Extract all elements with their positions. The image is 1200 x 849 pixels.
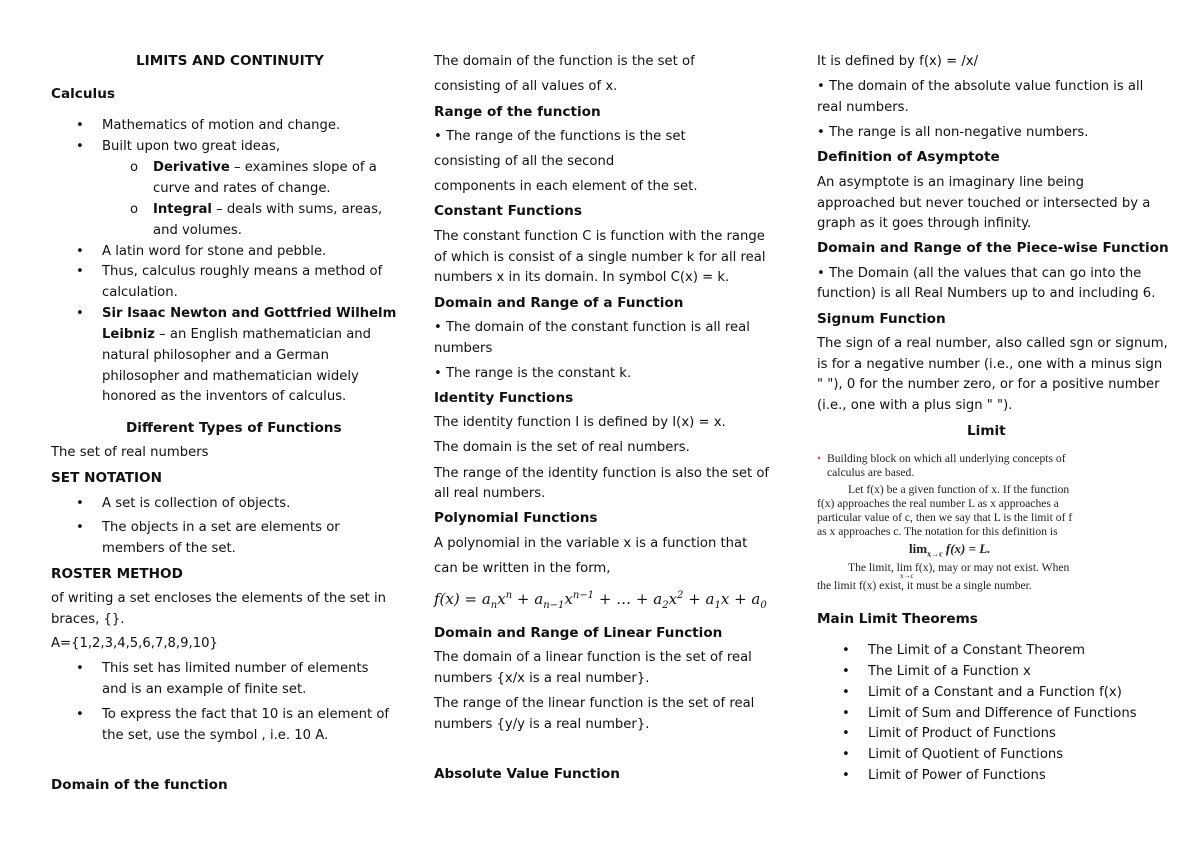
constant-heading: Constant Functions — [434, 203, 582, 219]
bullet-icon: • — [76, 496, 84, 511]
asymptote-text: An asymptote is an imaginary line being — [817, 175, 1084, 190]
list-item: The objects in a set are elements or — [102, 520, 340, 535]
leibniz-name: Leibniz — [102, 327, 155, 342]
set-notation-heading: SET NOTATION — [51, 470, 162, 486]
identity-heading: Identity Functions — [434, 390, 574, 406]
bullet-icon: • — [842, 664, 850, 679]
bullet-icon: • — [76, 118, 84, 133]
bullet-icon: • — [76, 139, 84, 154]
calculus-heading: Calculus — [51, 86, 115, 102]
polynomial-text: A polynomial in the variable x is a function that — [434, 536, 748, 551]
bullet-icon: • — [842, 747, 850, 762]
derivative-item — [153, 160, 377, 175]
list-item-cont: the set, use the symbol , i.e. 10 A. — [102, 728, 329, 743]
signum-text: The sign of a real number, also called sgn or signum, — [817, 336, 1168, 351]
piecewise-heading: Domain and Range of the Piece-wise Function — [817, 240, 1169, 256]
range-text-cont: components in each element of the set. — [434, 179, 698, 194]
roster-heading: ROSTER METHOD — [51, 566, 183, 582]
limit-img-line: the limit f(x) exist, it must be a single number. — [817, 579, 1032, 592]
signum-text-cont: " "), 0 for the number zero, or for a positive number — [817, 377, 1160, 392]
linear-heading: Domain and Range of Linear Function — [434, 625, 723, 641]
newton-desc-cont: natural philosopher and a German — [102, 348, 329, 363]
list-item: Built upon two great ideas, — [102, 139, 281, 154]
range-text-cont: consisting of all the second — [434, 154, 615, 169]
domain-heading: Domain of the function — [51, 777, 228, 793]
theorem-item: Limit of Product of Functions — [868, 726, 1056, 741]
absolute-value-heading: Absolute Value Function — [434, 766, 620, 782]
newton-desc-cont: philosopher and mathematician widely — [102, 369, 359, 384]
abs-definition: It is defined by f(x) = /x/ — [817, 54, 979, 69]
domain-text: The domain of the function is the set of — [434, 54, 695, 69]
newton-desc-cont: honored as the inventors of calculus. — [102, 389, 347, 404]
asymptote-text-cont: graph as it goes through infinity. — [817, 216, 1032, 231]
roster-text-cont: braces, {}. — [51, 612, 125, 627]
polynomial-heading: Polynomial Functions — [434, 510, 598, 526]
theorem-item: The Limit of a Function x — [868, 664, 1031, 679]
theorem-item: Limit of a Constant and a Function f(x) — [868, 685, 1122, 700]
polynomial-text-cont: can be written in the form, — [434, 561, 611, 576]
derivative-term: Derivative — [153, 160, 230, 175]
derivative-desc-cont: curve and rates of change. — [153, 181, 331, 196]
identity-text-cont: all real numbers. — [434, 486, 546, 501]
identity-text: The domain is the set of real numbers. — [434, 440, 690, 455]
list-item-cont: and is an example of finite set. — [102, 682, 307, 697]
theorem-item: Limit of Power of Functions — [868, 768, 1046, 783]
limit-heading: Limit — [967, 423, 1006, 439]
lim-word: lim — [909, 541, 928, 556]
asymptote-heading: Definition of Asymptote — [817, 149, 1000, 165]
domain-range-heading: Domain and Range of a Function — [434, 295, 684, 311]
integral-term: Integral — [153, 202, 212, 217]
newton-names: Sir Isaac Newton and Gottfried Wilhelm — [102, 306, 397, 321]
list-item: A set is collection of objects. — [102, 496, 291, 511]
dr-text: • The domain of the constant function is all real — [434, 320, 750, 335]
bullet-icon: • — [76, 306, 84, 321]
list-item-cont: calculation. — [102, 285, 178, 300]
limit-img-line: calculus are based. — [827, 466, 915, 479]
lim-expression: f(x) = L. — [942, 541, 991, 556]
constant-text-cont: numbers x in its domain. In symbol C(x) = k. — [434, 270, 730, 285]
piecewise-text-cont: function) is all Real Numbers up to and including 6. — [817, 286, 1156, 301]
identity-text: The range of the identity function is also the set of — [434, 466, 770, 481]
lim-subscript: x→c — [900, 572, 914, 580]
bullet-icon: • — [842, 768, 850, 783]
range-text: • The range of the functions is the set — [434, 129, 686, 144]
integral-item — [153, 202, 382, 217]
limit-img-line: f(x) approaches the real number L as x approaches a — [817, 497, 1059, 510]
limit-img-line: particular value of c, then we say that L is the limit of f — [817, 511, 1073, 524]
bullet-icon: • — [76, 707, 84, 722]
limit-definition-image — [817, 452, 1107, 597]
bullet-icon: • — [817, 452, 822, 465]
bullet-icon: • — [76, 520, 84, 535]
linear-text: The range of the linear function is the set of real — [434, 696, 755, 711]
limit-img-line: The limit, lim f(x), may or may not exist. When — [848, 561, 1070, 574]
newton-line-2 — [102, 327, 371, 342]
limit-notation — [909, 541, 990, 559]
bullet-icon: • — [76, 661, 84, 676]
integral-desc-cont: and volumes. — [153, 223, 242, 238]
theorem-item: Limit of Quotient of Functions — [868, 747, 1064, 762]
bullet-icon: • — [842, 643, 850, 658]
signum-text-cont: (i.e., one with a plus sign " "). — [817, 398, 1013, 413]
list-item: To express the fact that 10 is an element of — [102, 707, 390, 722]
abs-text: • The range is all non-negative numbers. — [817, 125, 1089, 140]
lim-subscript: x→c — [927, 549, 943, 559]
piecewise-text: • The Domain (all the values that can go into the — [817, 266, 1142, 281]
abs-text-cont: real numbers. — [817, 100, 909, 115]
linear-text-cont: numbers {x/x is a real number}. — [434, 671, 650, 686]
range-heading: Range of the function — [434, 104, 601, 120]
newton-desc: – an English mathematician and — [154, 327, 372, 342]
sub-bullet-icon: o — [130, 202, 139, 217]
list-item: A latin word for stone and pebble. — [102, 244, 327, 259]
set-a-text: A={1,2,3,4,5,6,7,8,9,10} — [51, 636, 218, 651]
bullet-icon: • — [842, 706, 850, 721]
roster-text: of writing a set encloses the elements of the set in — [51, 591, 387, 606]
bullet-icon: • — [76, 244, 84, 259]
page-title: LIMITS AND CONTINUITY — [136, 53, 324, 69]
constant-text-cont: of which is consist of a single number k for all real — [434, 250, 766, 265]
theorem-item: The Limit of a Constant Theorem — [868, 643, 1085, 658]
polynomial-formula: $f(x) = a_nx^n + a_{n-1}x^{n-1}$ + … + $a_2x^2 + a_1x + a_0$ — [434, 590, 767, 611]
sub-bullet-icon: o — [130, 160, 139, 175]
bullet-icon: • — [76, 264, 84, 279]
asymptote-text-cont: approached but never touched or intersected by a — [817, 196, 1151, 211]
limit-img-line: as x approaches c. The notation for this definition is — [817, 525, 1058, 538]
derivative-desc: – examines slope of a — [229, 160, 377, 175]
signum-text-cont: is for a negative number (i.e., one with a minus sign — [817, 357, 1163, 372]
theorems-heading: Main Limit Theorems — [817, 611, 978, 627]
integral-desc: – deals with sums, areas, — [211, 202, 383, 217]
list-item: Thus, calculus roughly means a method of — [102, 264, 383, 279]
linear-text-cont: numbers {y/y is a real number}. — [434, 717, 650, 732]
abs-text: • The domain of the absolute value function is all — [817, 79, 1144, 94]
dr-text-cont: numbers — [434, 341, 493, 356]
list-item: This set has limited number of elements — [102, 661, 369, 676]
real-numbers-text: The set of real numbers — [51, 445, 209, 460]
signum-heading: Signum Function — [817, 311, 946, 327]
linear-text: The domain of a linear function is the set of real — [434, 650, 752, 665]
list-item-cont: members of the set. — [102, 541, 236, 556]
identity-text: The identity function I is defined by I(x) = x. — [434, 415, 726, 430]
bullet-icon: • — [842, 726, 850, 741]
list-item: Mathematics of motion and change. — [102, 118, 341, 133]
types-heading: Different Types of Functions — [126, 420, 342, 436]
limit-img-line: Building block on which all underlying concepts of — [827, 452, 1066, 465]
dr-text: • The range is the constant k. — [434, 366, 632, 381]
bullet-icon: • — [842, 685, 850, 700]
theorem-item: Limit of Sum and Difference of Functions — [868, 706, 1137, 721]
limit-img-line: Let f(x) be a given function of x. If the function — [848, 483, 1070, 496]
constant-text: The constant function C is function with the range — [434, 229, 765, 244]
domain-text-cont: consisting of all values of x. — [434, 79, 618, 94]
